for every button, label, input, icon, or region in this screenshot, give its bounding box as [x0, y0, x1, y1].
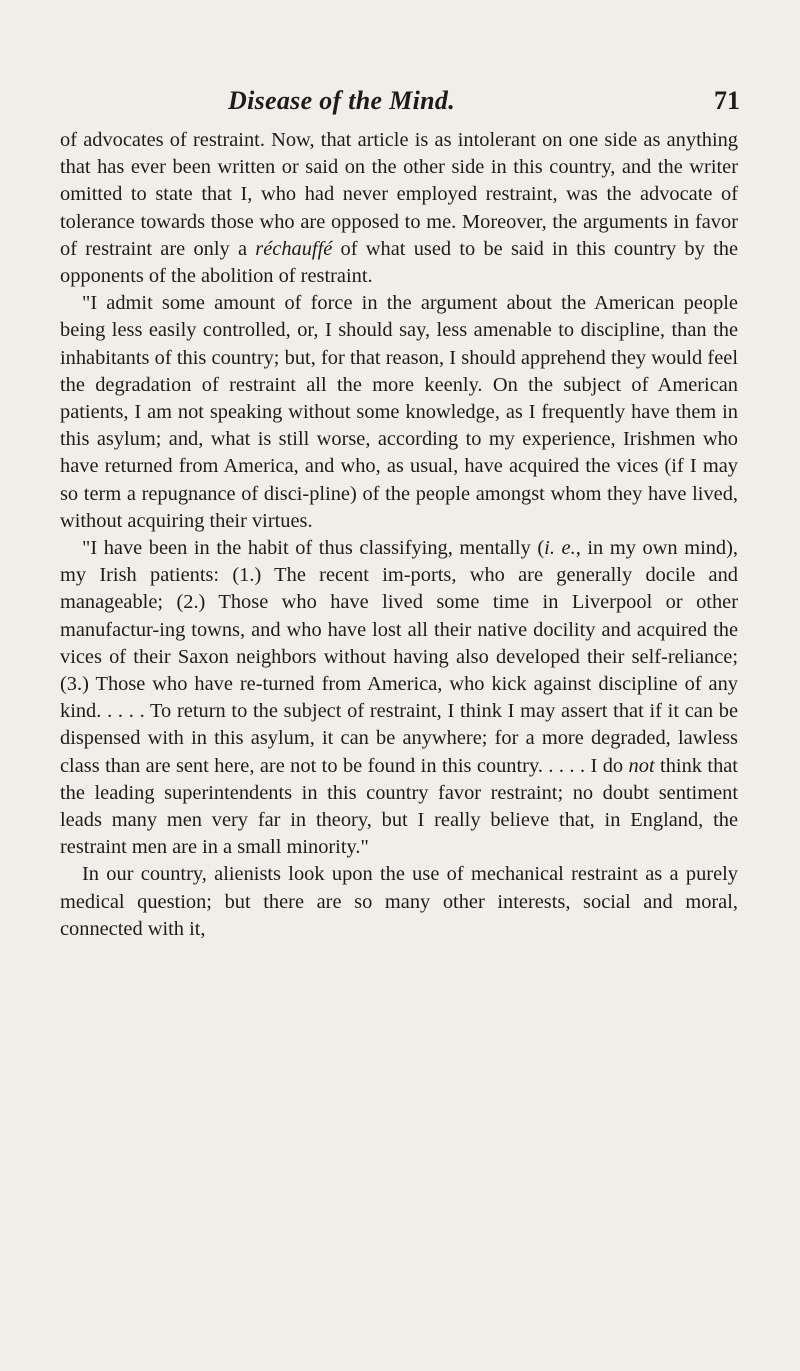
running-head — [60, 86, 740, 120]
running-title: Disease of the Mind. — [228, 86, 455, 115]
paragraph-4 — [60, 861, 738, 943]
paragraph-1-italic-rechauffe: réchauffé — [255, 237, 333, 260]
paragraph-1-text-a: of advocates of restraint. Now, that article is as intolerant on one side as anything that has ever been written or said on the other side in this country, and the writer omitted to state that I, who had never employed restraint, was the advocate of tolerance towards those who are opposed to me. Moreover, the arguments in favor of restraint are only a — [60, 129, 738, 260]
paragraph-3 — [60, 535, 738, 861]
paragraph-2-text: "I admit some amount of force in the argument about the American people being less easily controlled, or, I should say, less amenable to discipline, than the inhabitants of this country; but, for that reason, I should apprehend they would feel the degradation of restraint all the more keenly. On the subject of American patients, I am not speaking without some knowledge, as I frequently have them in this asylum; and, what is still worse, according to my experience, Irishmen who have returned from America, and who, as usual, have acquired the vices (if I may so term a repugnance of disci-pline) of the people amongst whom they have lived, without acquiring their virtues. — [60, 292, 738, 532]
paragraph-1-text-b: of what used to be said in this country by the opponents of the abolition of restraint. — [60, 237, 738, 288]
paragraph-3-italic-ie: i. e. — [544, 537, 576, 560]
page-number: 71 — [714, 86, 740, 115]
body-text — [60, 127, 738, 943]
paragraph-2 — [60, 290, 738, 535]
paragraph-3-text-b: , in my own mind), my Irish patients: (1.) The recent im-ports, who are generally docile and manageable; (2.) Those who have lived some time in Liverpool or other manufactur-ing towns, and who have lost all their native docility and acquired the vices of their Saxon neighbors without having also developed their self-reliance; (3.) Those who have re-turned from America, who kick against discipline of any kind. . . . . To return to the subject of restraint, I think I may assert that if it can be dispensed with in this asylum, it can be anywhere; for a more degraded, lawless class than are sent here, are not to be found in this country. . . . . I do — [60, 537, 739, 777]
paragraph-3-italic-not: not — [628, 754, 655, 777]
paragraph-1 — [60, 127, 738, 290]
paragraph-4-text: In our country, alienists look upon the use of mechanical restraint as a purely medical question; but there are so many other interests, social and moral, connected with it, — [60, 863, 738, 940]
paragraph-3-text-c: think that the leading superintendents in this country favor restraint; no doubt sentiment leads many men very far in theory, but I really believe that, in England, the restraint men are in a small minority." — [60, 754, 738, 859]
paragraph-3-text-a: "I have been in the habit of thus classifying, mentally ( — [82, 537, 545, 560]
